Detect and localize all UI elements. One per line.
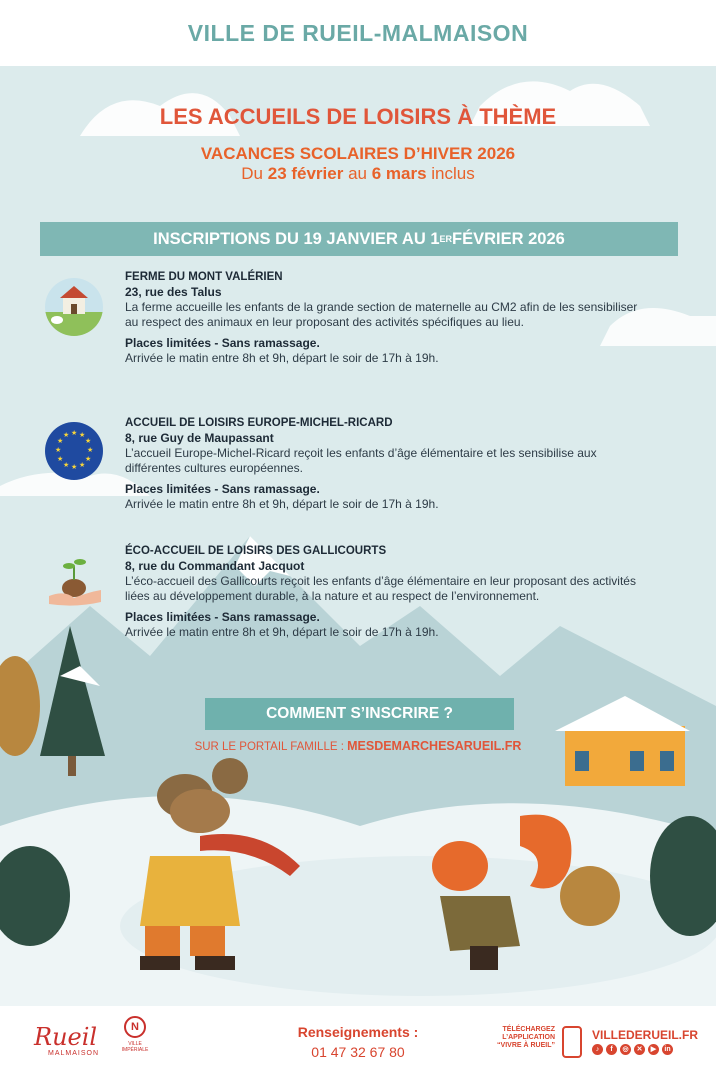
entry-address: 23, rue des Talus bbox=[125, 285, 222, 299]
ville-imperiale-seal: N VILLE IMPÉRIALE bbox=[120, 1016, 150, 1064]
svg-text:★: ★ bbox=[71, 463, 78, 471]
tiktok-icon[interactable]: ♪ bbox=[592, 1044, 603, 1055]
farm-icon bbox=[45, 278, 103, 336]
svg-text:★: ★ bbox=[63, 461, 70, 469]
svg-text:★: ★ bbox=[57, 437, 64, 445]
svg-text:★: ★ bbox=[71, 429, 78, 437]
entry-name: FERME DU MONT VALÉRIEN bbox=[125, 271, 283, 283]
svg-text:★: ★ bbox=[79, 461, 86, 469]
app-promo: TÉLÉCHARGEZ L’APPLICATION “VIVRE À RUEIL” bbox=[497, 1026, 555, 1049]
svg-text:★: ★ bbox=[87, 446, 94, 454]
header bbox=[0, 0, 716, 66]
smartphone-icon bbox=[562, 1026, 582, 1058]
entry-address: 8, rue Guy de Maupassant bbox=[125, 431, 274, 445]
footer bbox=[0, 1006, 716, 1080]
date-end: 6 mars bbox=[371, 164, 427, 183]
entry-hours: Arrivée le matin entre 8h et 9h, départ le soir de 17h à 19h. bbox=[125, 351, 439, 365]
how-to-register-banner: COMMENT S’INSCRIRE ? bbox=[205, 698, 514, 730]
rueil-logo: Rueil MALMAISON bbox=[34, 1023, 100, 1057]
entry-ferme bbox=[125, 270, 645, 366]
instagram-icon[interactable]: ◎ bbox=[620, 1044, 631, 1055]
entry-description: L’éco-accueil des Gallicourts reçoit les enfants d’âge élémentaire en leur proposant des activités liées au développement durable, à la nature et au respect de l’environnement. bbox=[125, 574, 636, 603]
social-icons bbox=[592, 1044, 673, 1055]
entry-name: ACCUEIL DE LOISIRS EUROPE-MICHEL-RICARD bbox=[125, 417, 393, 429]
entry-places: Places limitées - Sans ramassage. bbox=[125, 336, 320, 350]
eu-flag-icon bbox=[45, 422, 103, 480]
seedling-hand-icon bbox=[45, 552, 103, 610]
entry-hours: Arrivée le matin entre 8h et 9h, départ le soir de 17h à 19h. bbox=[125, 625, 439, 639]
date-start: 23 février bbox=[267, 164, 344, 183]
portal-line: SUR LE PORTAIL FAMILLE : MESDEMARCHESARUEIL.FR bbox=[194, 739, 522, 753]
facebook-icon[interactable]: f bbox=[606, 1044, 617, 1055]
x-icon[interactable]: ✕ bbox=[634, 1044, 645, 1055]
linkedin-icon[interactable]: in bbox=[662, 1044, 673, 1055]
subtitle: VACANCES SCOLAIRES D’HIVER 2026 bbox=[200, 144, 516, 163]
entry-address: 8, rue du Commandant Jacquot bbox=[125, 559, 305, 573]
entry-description: L’accueil Europe-Michel-Ricard reçoit les enfants d’âge élémentaire et les sensibilise aux différentes cultures européennes. bbox=[125, 446, 597, 475]
entry-hours: Arrivée le matin entre 8h et 9h, départ le soir de 17h à 19h. bbox=[125, 497, 439, 511]
svg-text:★: ★ bbox=[79, 431, 86, 439]
svg-text:★: ★ bbox=[85, 437, 92, 445]
svg-text:★: ★ bbox=[57, 455, 64, 463]
portal-link[interactable]: MESDEMARCHESARUEIL.FR bbox=[347, 739, 522, 753]
dates: Du 23 février au 6 mars inclus bbox=[241, 164, 475, 183]
entry-description: La ferme accueille les enfants de la grande section de maternelle au CM2 afin de les sensibiliser au respect des animaux en leur proposant des activités spécifiques au lieu. bbox=[125, 300, 638, 329]
svg-text:★: ★ bbox=[55, 446, 62, 454]
inscriptions-banner: INSCRIPTIONS DU 19 JANVIER AU 1 ER FÉVRIER 2026 bbox=[40, 222, 678, 256]
entry-europe bbox=[125, 416, 645, 512]
phone-number[interactable]: 01 47 32 67 80 bbox=[311, 1044, 405, 1060]
website-link[interactable]: VILLEDERUEIL.FR bbox=[592, 1028, 699, 1042]
info-heading: Renseignements : bbox=[297, 1024, 419, 1040]
entry-name: ÉCO-ACCUEIL DE LOISIRS DES GALLICOURTS bbox=[125, 545, 387, 557]
poster bbox=[0, 66, 716, 1006]
svg-text:★: ★ bbox=[63, 431, 70, 439]
city-name: VILLE DE RUEIL-MALMAISON bbox=[187, 19, 529, 46]
entry-places: Places limitées - Sans ramassage. bbox=[125, 610, 320, 624]
youtube-icon[interactable]: ▶ bbox=[648, 1044, 659, 1055]
entry-gallicourts bbox=[125, 544, 645, 640]
entry-places: Places limitées - Sans ramassage. bbox=[125, 482, 320, 496]
svg-text:★: ★ bbox=[85, 455, 92, 463]
winter-landscape-illustration bbox=[0, 66, 716, 1006]
main-title: LES ACCUEILS DE LOISIRS À THÈME bbox=[159, 104, 557, 129]
